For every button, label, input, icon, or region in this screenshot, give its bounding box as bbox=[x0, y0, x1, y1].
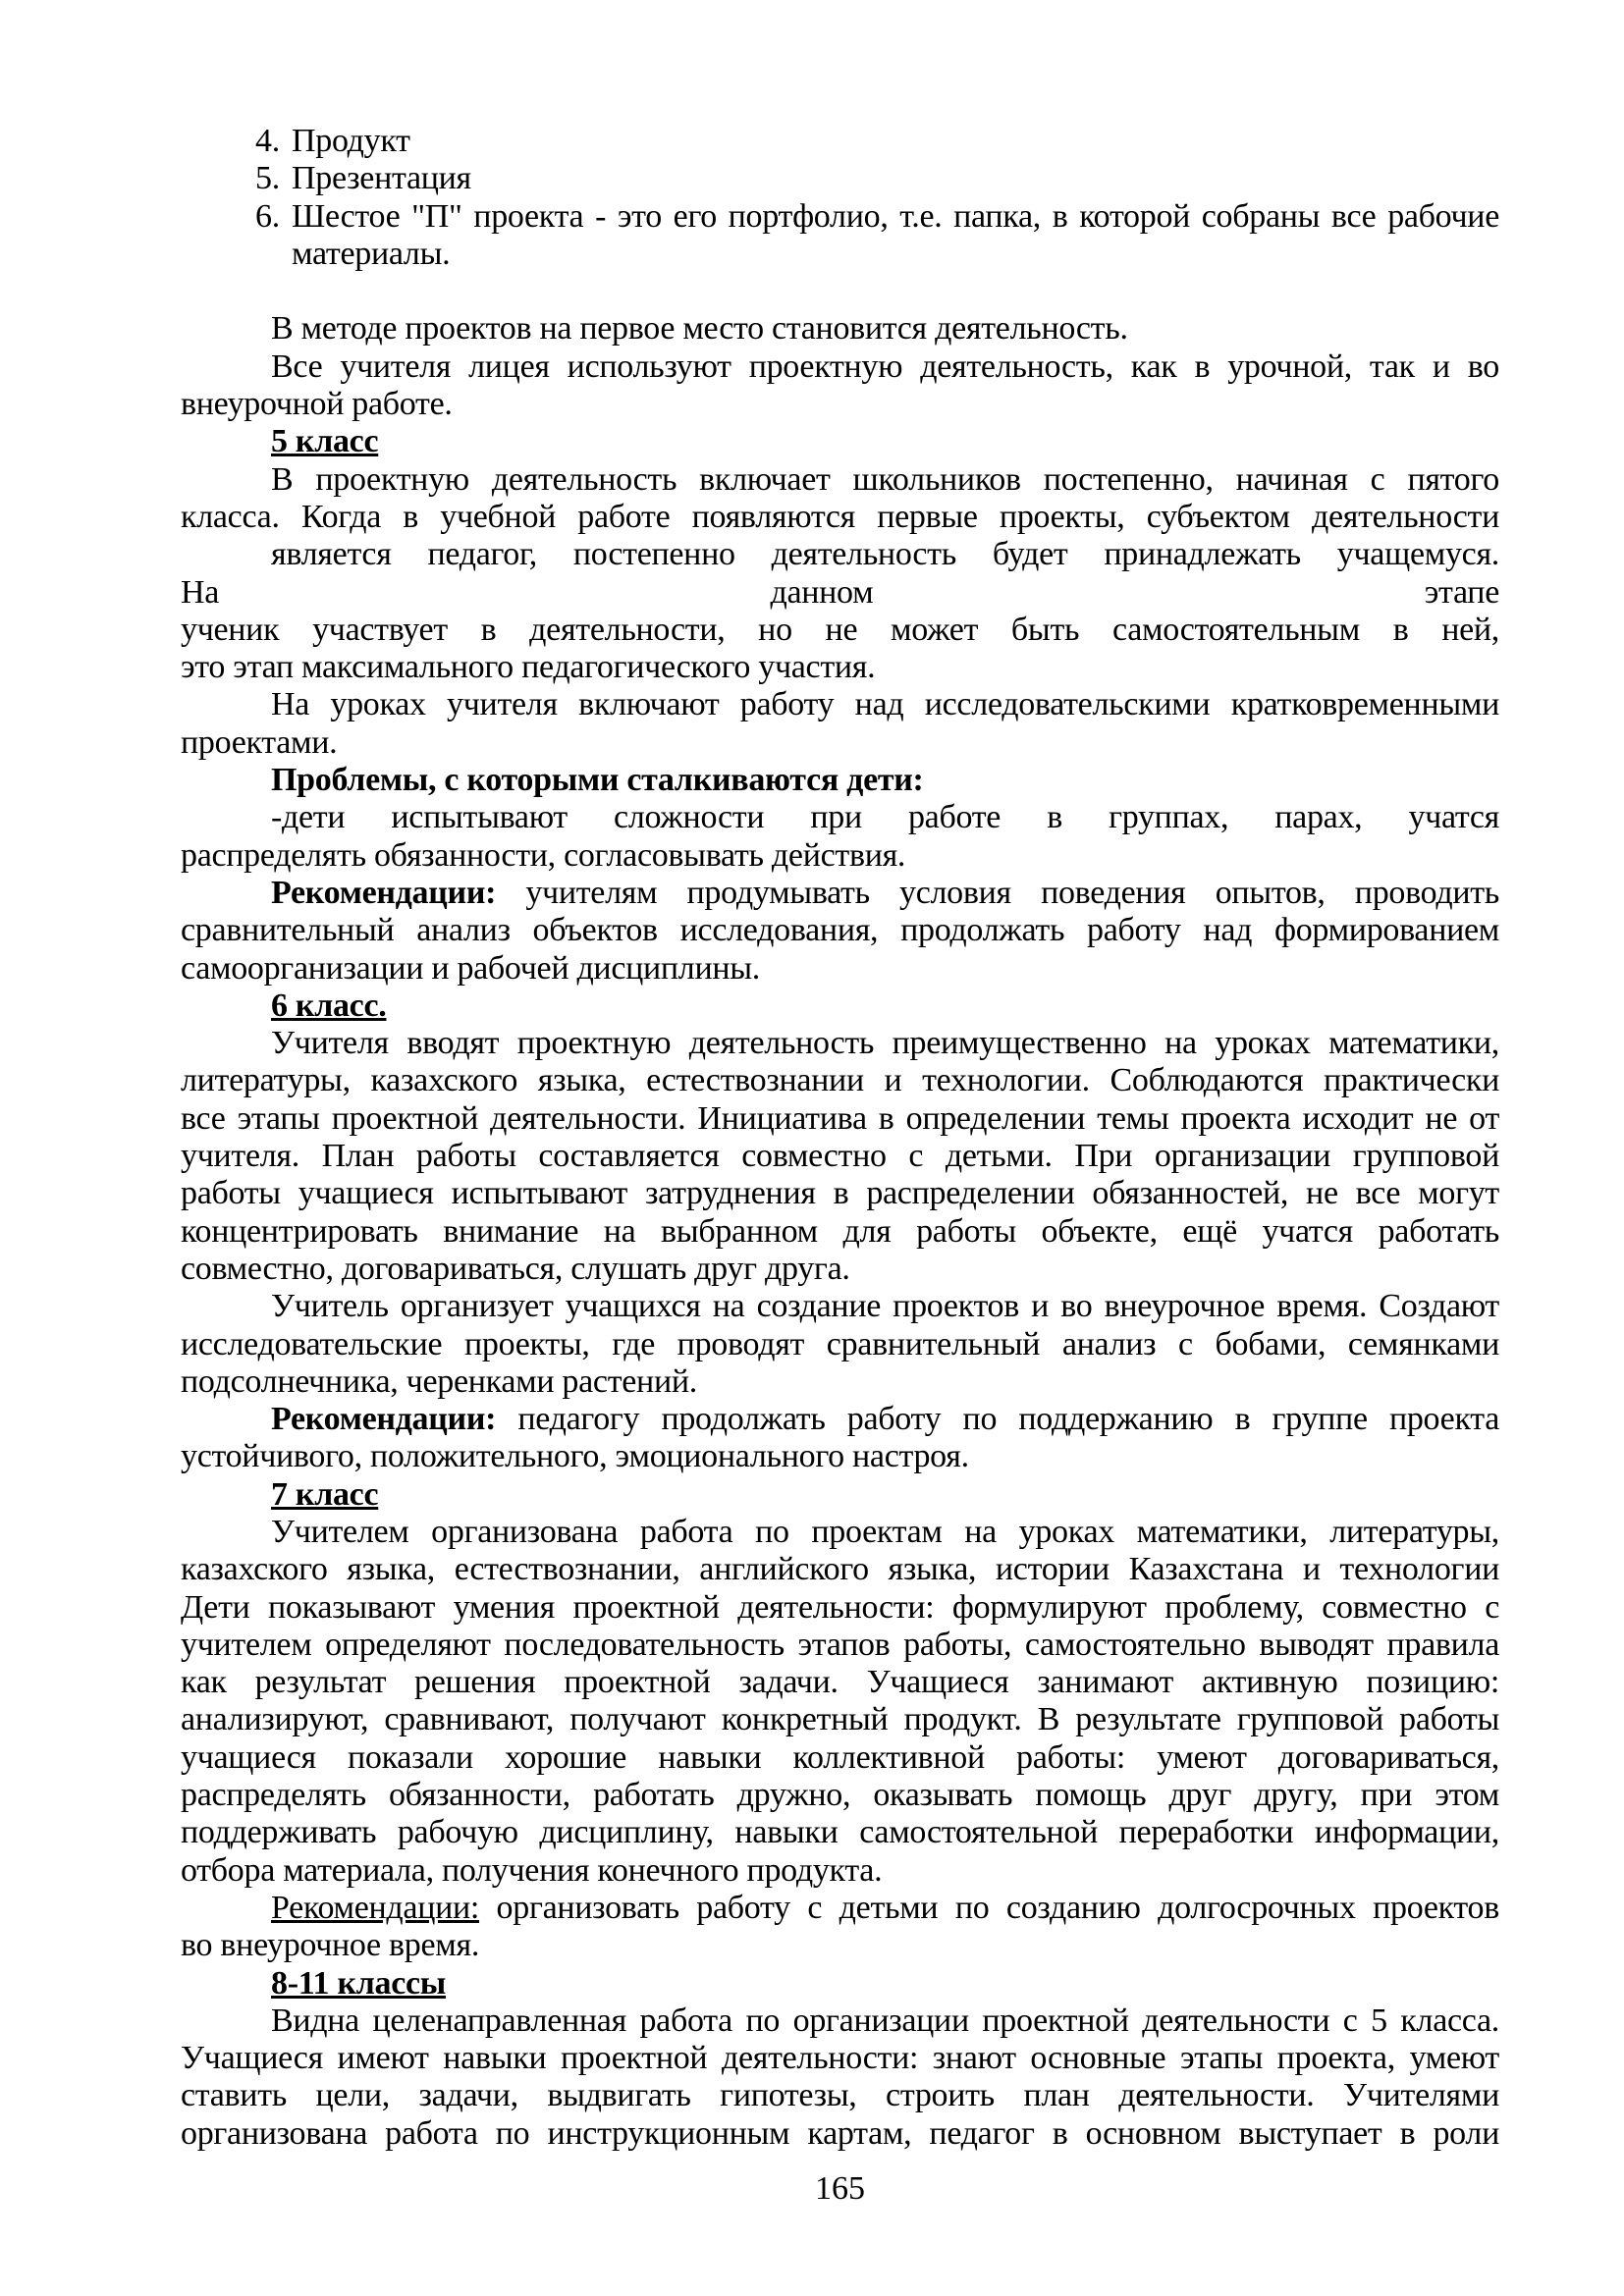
text-run: Видна целенаправленная работа по организации проектной деятельности с 5 класса. bbox=[271, 2002, 1499, 2039]
paragraph-line bbox=[181, 1326, 1499, 1363]
text-run: поддерживать рабочую дисциплину, навыки самостоятельной переработки информации, bbox=[181, 1814, 1499, 1851]
text-run: Учителя вводят проектную деятельность преимущественно на уроках математики, bbox=[271, 1025, 1499, 1062]
text-run: отбора материала, получения конечного продукта. bbox=[181, 1851, 883, 1889]
text-run: Рекомендации: bbox=[271, 1401, 497, 1438]
paragraph-line bbox=[181, 1138, 1499, 1175]
paragraph-line bbox=[181, 1814, 1499, 1851]
paragraph-line bbox=[181, 1514, 1499, 1551]
text-run: -дети испытывают сложности при работе в группах, парах, учатся bbox=[271, 799, 1499, 836]
text-run: подсолнечника, черенками растений. bbox=[181, 1362, 697, 1400]
text-run: самоорганизации и рабочей дисциплины. bbox=[181, 949, 761, 987]
text-run: 8-11 классы bbox=[271, 1964, 447, 2002]
list-number: 6. bbox=[255, 197, 280, 235]
paragraph-line bbox=[181, 1175, 1499, 1212]
paragraph-line bbox=[181, 1288, 1499, 1325]
paragraph-line bbox=[181, 912, 1499, 949]
paragraph-line bbox=[181, 461, 1499, 499]
text-run: класса. Когда в учебной работе появляются первые проекты, субъектом деятельности bbox=[181, 498, 1499, 535]
paragraph-line bbox=[181, 1739, 1499, 1777]
text-run: казахского языка, естествознании, английского языка, истории Казахстана и технологии bbox=[181, 1551, 1499, 1588]
text-run: проектами. bbox=[181, 723, 338, 761]
paragraph-line bbox=[181, 950, 1499, 988]
text-run: концентрировать внимание на выбранном для работы объекте, ещё учатся работать bbox=[181, 1212, 1499, 1250]
text-run: является педагог, постепенно деятельность будет принадлежать учащемуся. bbox=[271, 536, 1499, 573]
list-item bbox=[181, 160, 1499, 197]
paragraph-line bbox=[181, 875, 1499, 912]
blank-line bbox=[181, 273, 1499, 310]
section-heading bbox=[181, 988, 1499, 1025]
text-run: распределять обязанности, согласовывать действия. bbox=[181, 836, 906, 874]
text-run: совместно, договариваться, слушать друг друга. bbox=[181, 1250, 850, 1287]
paragraph-line bbox=[181, 1363, 1499, 1401]
paragraph-line bbox=[181, 1852, 1499, 1890]
text-run: исследовательские проекты, где проводят сравнительный анализ с бобами, семянками bbox=[181, 1325, 1499, 1362]
text-run: ставить цели, задачи, выдвигать гипотезы, строить план деятельности. Учителями bbox=[181, 2077, 1499, 2114]
text-run: Рекомендации: bbox=[271, 874, 497, 911]
text-run: Продукт bbox=[292, 123, 410, 159]
paragraph-line bbox=[181, 536, 1499, 573]
text-run: Все учителя лицея используют проектную деятельность, как в урочной, так и во bbox=[271, 347, 1499, 385]
text-run: это этап максимального педагогического участия. bbox=[181, 649, 876, 686]
text-run: учителя. План работы составляется совместно с детьми. При организации групповой bbox=[181, 1138, 1499, 1175]
paragraph-line bbox=[181, 348, 1499, 386]
text-run: литературы, казахского языка, естествознании и технологии. Соблюдаются практически bbox=[181, 1062, 1499, 1099]
text-run: устойчивого, положительного, эмоционального настроя. bbox=[181, 1438, 969, 1475]
text-run: Дети показывают умения проектной деятельности: формулируют проблему, совместно с bbox=[181, 1588, 1499, 1626]
list-item bbox=[181, 198, 1499, 236]
list-item bbox=[181, 123, 1499, 160]
paragraph-line bbox=[181, 1025, 1499, 1062]
text-run: учителям продумывать условия поведения опытов, проводить bbox=[496, 874, 1499, 911]
page-number: 165 bbox=[815, 2170, 865, 2208]
text-run: В проектную деятельность включает школьников постепенно, начиная с пятого bbox=[271, 460, 1499, 498]
paragraph-line bbox=[181, 574, 1499, 612]
paragraph-line bbox=[181, 1664, 1499, 1701]
text-run: учителем определяют последовательность этапов работы, самостоятельно выводят правила bbox=[181, 1626, 1499, 1663]
paragraph-line bbox=[181, 1589, 1499, 1627]
subsection-heading bbox=[181, 762, 1499, 799]
paragraph-line bbox=[181, 724, 1499, 762]
text-run: На уроках учителя включают работу над исследовательскими кратковременными bbox=[271, 686, 1499, 723]
text-content bbox=[181, 123, 1499, 2153]
paragraph-line bbox=[181, 1401, 1499, 1438]
text-run: распределять обязанности, работать дружно, оказывать помощь друг другу, при этом bbox=[181, 1777, 1499, 1814]
list-item-continuation bbox=[181, 236, 1499, 273]
text-run: Учитель организует учащихся на создание проектов и во внеурочное время. Создают bbox=[271, 1288, 1499, 1325]
paragraph-line bbox=[181, 1701, 1499, 1738]
paragraph-line bbox=[181, 1251, 1499, 1288]
paragraph-line bbox=[181, 837, 1499, 875]
text-run: 5 класс bbox=[271, 423, 379, 460]
document-page bbox=[181, 123, 1499, 2208]
text-run: педагогу продолжать работу по поддержанию в группе проекта bbox=[496, 1401, 1499, 1438]
text-run: организовать работу с детьми по созданию долгосрочных проектов bbox=[479, 1889, 1499, 1926]
paragraph-line bbox=[181, 1777, 1499, 1814]
paragraph-line bbox=[181, 1927, 1499, 1964]
paragraph-line bbox=[181, 1438, 1499, 1475]
text-run: Проблемы, с которыми сталкиваются дети: bbox=[271, 762, 924, 799]
paragraph-line bbox=[181, 2115, 1499, 2153]
section-heading bbox=[181, 1476, 1499, 1514]
text-run: 7 класс bbox=[271, 1475, 379, 1513]
paragraph-line bbox=[181, 799, 1499, 836]
text-run: сравнительный анализ объектов исследования, продолжать работу над формированием bbox=[181, 912, 1499, 949]
text-run: внеурочной работе. bbox=[181, 386, 453, 423]
text-run: все этапы проектной деятельности. Инициатива в определении темы проекта исходит не от bbox=[181, 1099, 1499, 1137]
paragraph-line bbox=[181, 499, 1499, 536]
paragraph-line bbox=[181, 1627, 1499, 1664]
text-run: На данном этапе bbox=[181, 573, 1499, 611]
paragraph-line bbox=[181, 1551, 1499, 1588]
list-number: 5. bbox=[255, 160, 280, 197]
paragraph-line bbox=[181, 2040, 1499, 2077]
text-run: работы учащиеся испытывают затруднения в распределении обязанностей, не все могут bbox=[181, 1175, 1499, 1212]
text-run: как результат решения проектной задачи. Учащиеся занимают активную позицию: bbox=[181, 1664, 1499, 1701]
text-run: Презентация bbox=[292, 160, 471, 197]
paragraph-line bbox=[181, 686, 1499, 723]
section-heading bbox=[181, 1965, 1499, 2002]
text-run: Учащиеся имеют навыки проектной деятельности: знают основные этапы проекта, умеют bbox=[181, 2040, 1499, 2077]
list-number: 4. bbox=[255, 123, 280, 159]
paragraph-line bbox=[181, 1062, 1499, 1099]
text-run: организована работа по инструкционным картам, педагог в основном выступает в роли bbox=[181, 2114, 1499, 2152]
paragraph-line bbox=[181, 310, 1499, 347]
text-run: ученик участвует в деятельности, но не может быть самостоятельным в ней, bbox=[181, 611, 1499, 648]
text-run: 6 класс. bbox=[271, 987, 387, 1024]
paragraph-line bbox=[181, 2077, 1499, 2114]
paragraph-line bbox=[181, 2002, 1499, 2040]
paragraph-line bbox=[181, 649, 1499, 686]
text-run: Рекомендации: bbox=[271, 1889, 480, 1926]
section-heading bbox=[181, 423, 1499, 460]
text-run: во внеурочное время. bbox=[181, 1927, 480, 1964]
text-run: анализируют, сравнивают, получают конкретный продукт. В результате групповой работы bbox=[181, 1701, 1499, 1738]
text-run: Шестое "П" проекта - это его портфолио, т.е. папка, в которой собраны все рабочие bbox=[292, 197, 1499, 235]
text-run: материалы. bbox=[292, 235, 451, 272]
paragraph-line bbox=[181, 612, 1499, 649]
paragraph-line bbox=[181, 1890, 1499, 1927]
text-run: Учителем организована работа по проектам на уроках математики, литературы, bbox=[271, 1513, 1499, 1550]
text-run: В методе проектов на первое место становится деятельность. bbox=[271, 310, 1128, 347]
paragraph-line bbox=[181, 1213, 1499, 1251]
paragraph-line bbox=[181, 1100, 1499, 1138]
text-run: учащиеся показали хорошие навыки коллективной работы: умеют договариваться, bbox=[181, 1738, 1499, 1776]
paragraph-line bbox=[181, 386, 1499, 423]
